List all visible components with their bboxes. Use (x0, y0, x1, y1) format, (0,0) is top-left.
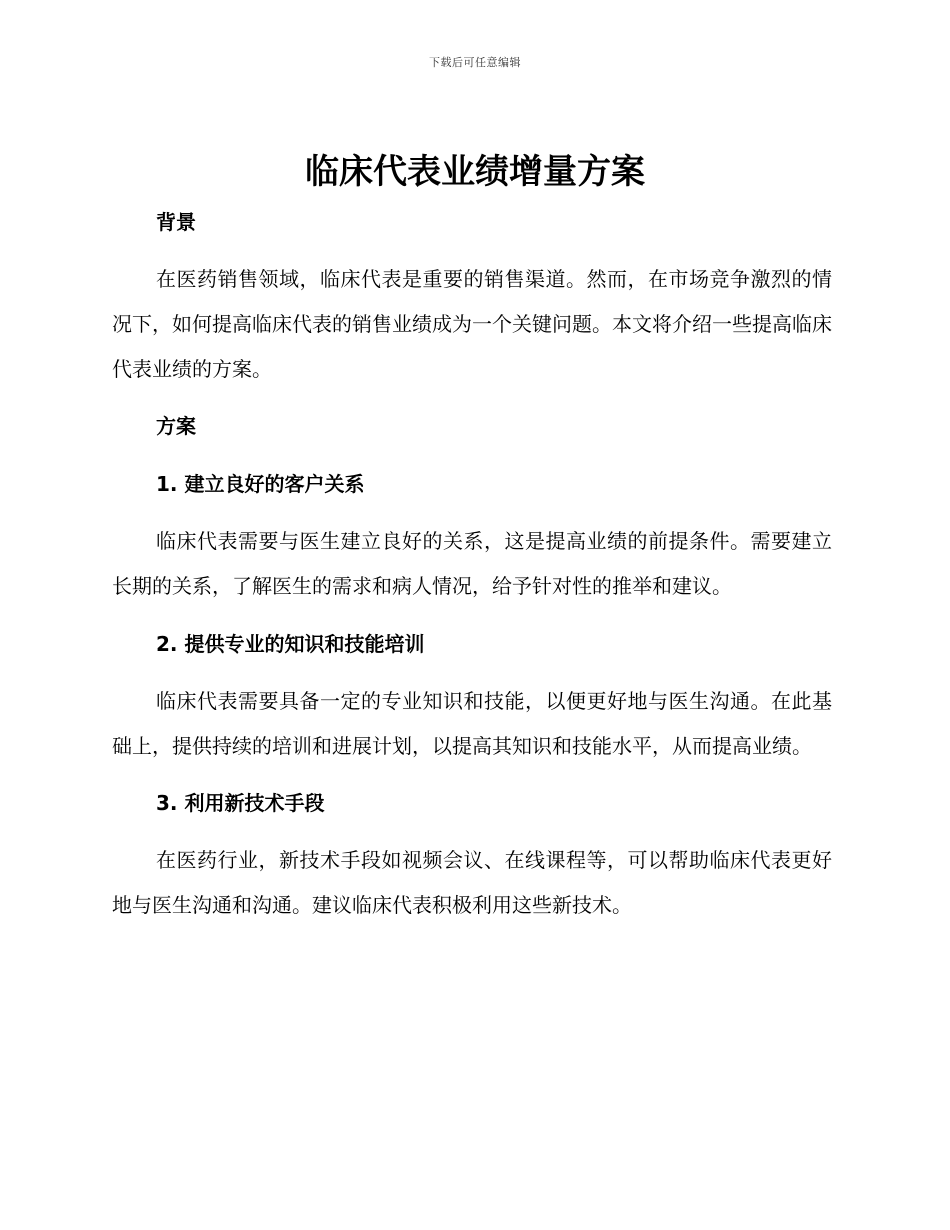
paragraph-item-3: 在医药行业，新技术手段如视频会议、在线课程等，可以帮助临床代表更好地与医生沟通和沟通。建议临床代表积极利用这些新技术。 (112, 848, 832, 917)
document-body (112, 200, 832, 928)
header-note: 下载后可任意编辑 (429, 56, 521, 69)
subheading-item-3: 3. 利用新技术手段 (156, 791, 325, 815)
subheading-item-2: 2. 提供专业的知识和技能培训 (156, 632, 425, 656)
section-heading-background: 背景 (156, 210, 196, 234)
paragraph-item-2: 临床代表需要具备一定的专业知识和技能，以便更好地与医生沟通。在此基础上，提供持续的培训和进展计划，以提高其知识和技能水平，从而提高业绩。 (112, 689, 832, 758)
section-heading-plan: 方案 (156, 414, 196, 438)
subheading-item-1: 1. 建立良好的客户关系 (156, 472, 365, 496)
paragraph-item-1: 临床代表需要与医生建立良好的关系，这是提高业绩的前提条件。需要建立长期的关系，了解医生的需求和病人情况，给予针对性的推举和建议。 (112, 529, 832, 598)
paragraph-background: 在医药销售领域，临床代表是重要的销售渠道。然而，在市场竞争激烈的情况下，如何提高临床代表的销售业绩成为一个关键问题。本文将介绍一些提高临床代表业绩的方案。 (112, 267, 832, 381)
document-title: 临床代表业绩增量方案 (305, 152, 645, 192)
